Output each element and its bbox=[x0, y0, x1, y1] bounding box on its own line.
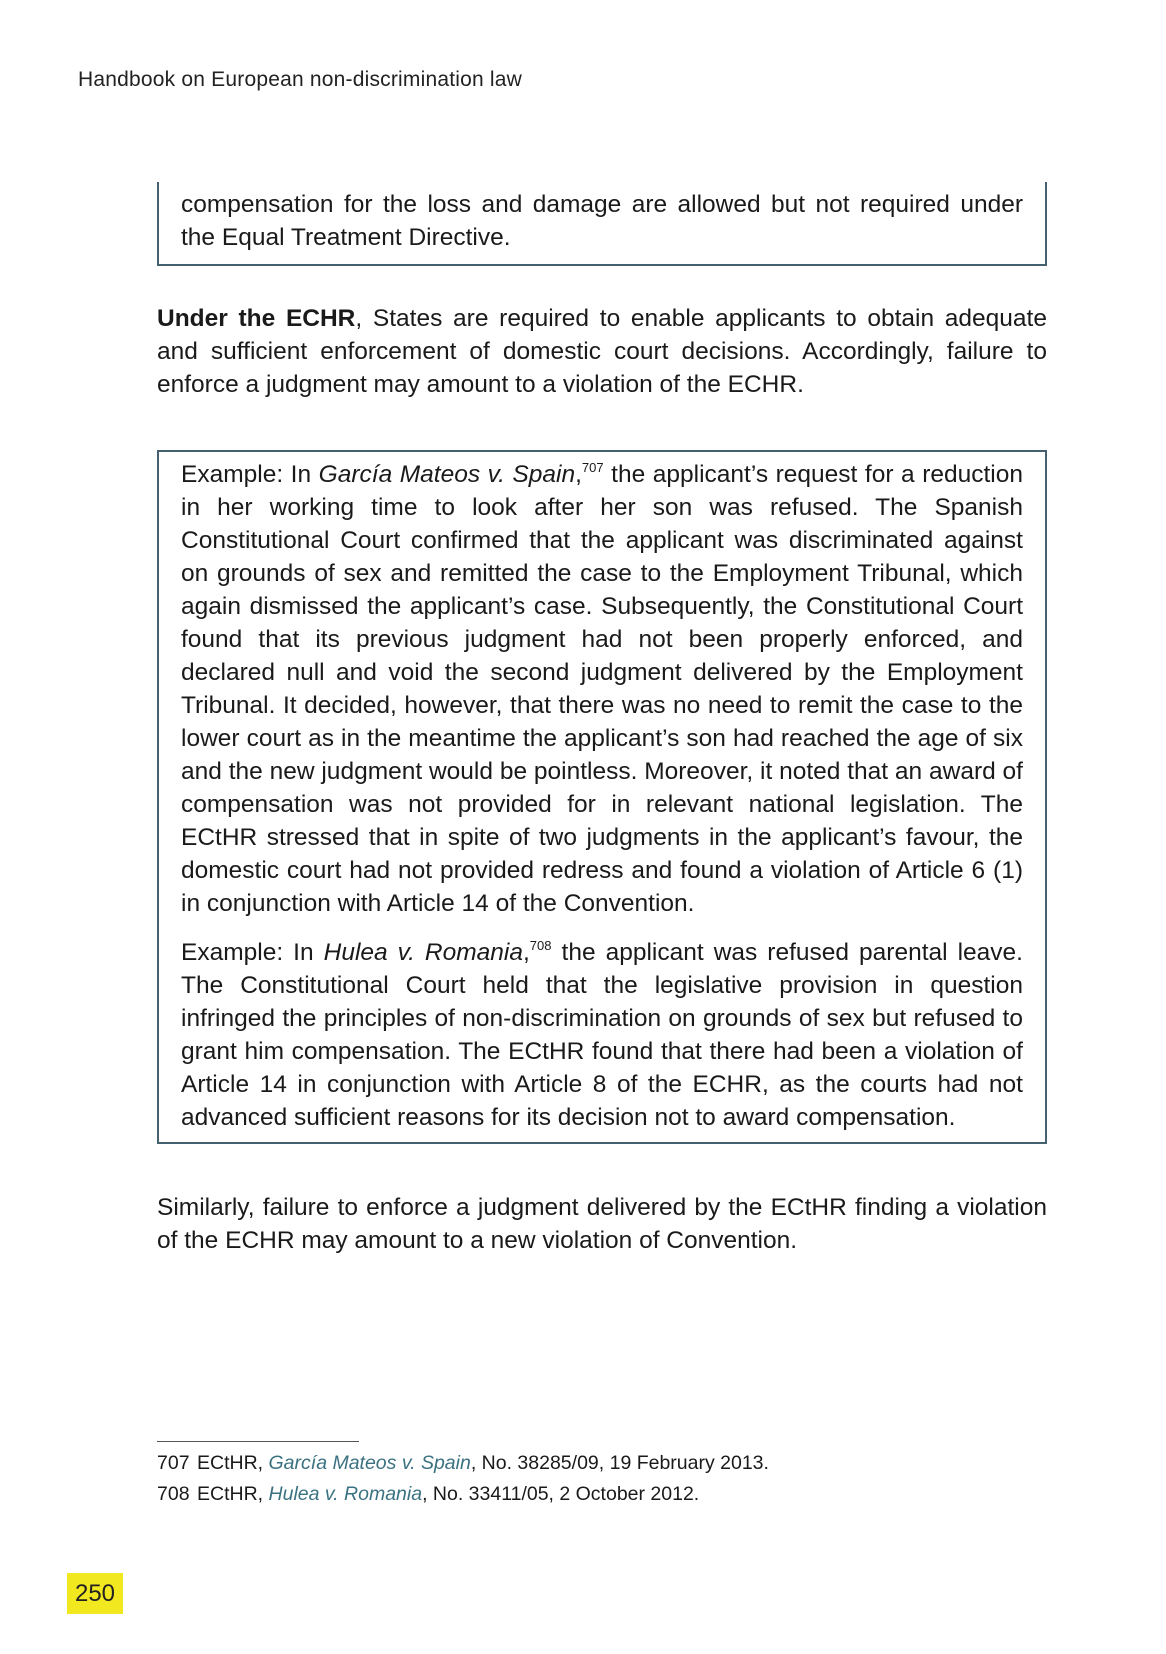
example-garcia-mateos: Example: In García Mateos v. Spain,$^{707}$ the applicant’s request for a reduction in her working time to look after her son was refused. The Spanish Constitutional Court confirmed that the applicant was discriminated against on grounds of sex and remitted the case to the Employment Tribunal, which again dismissed the applicant’s case. Subsequently, the Constitutional Court found that its previous judgment had not been properly enforced, and declared null and void the second judgment delivered by the Employment Tribunal. It decided, however, that there was no need to remit the case to the lower court as in the meantime the applicant’s son had reached the age of six and the new judgment would be pointless. Moreover, it noted that an award of compensation was not provided for in relevant national legislation. The ECtHR stressed that in spite of two judgments in the applicant’s favour, the domestic court had not provided redress and found a violation of Article 6 (1) in conjunction with Article 14 of the Convention. bbox=[181, 460, 1024, 917]
footnote-divider bbox=[157, 1441, 359, 1442]
paragraph-lead: Under the ECHR bbox=[157, 305, 356, 332]
footnote-number: 707 bbox=[157, 1452, 190, 1474]
footnote-number: 708 bbox=[157, 1483, 190, 1505]
case-link-hulea[interactable]: Hulea v. Romania bbox=[268, 1483, 423, 1505]
example-box bbox=[157, 450, 1047, 1144]
footnotes bbox=[157, 1448, 769, 1510]
running-header: Handbook on European non-discrimination law bbox=[78, 68, 523, 91]
page-number: 250 bbox=[67, 1573, 123, 1614]
paragraph-body: , States are required to enable applicants to obtain adequate and sufficient enforcement of domestic court decisions. Accordingly, failure to enforce a judgment may amount to a violation of the ECHR. bbox=[157, 305, 1047, 398]
case-name: Hulea v. Romania bbox=[323, 939, 523, 966]
example-hulea: Example: In Hulea v. Romania,$^{708}$ the applicant was refused parental leave. The Constitutional Court held that the legislative provision in question infringed the principles of non-discrimination on grounds of sex but refused to grant him compensation. The ECtHR found that there had been a violation of Article 14 in conjunction with Article 8 of the ECHR, as the courts had not advanced sufficient reasons for its decision not to award compensation. bbox=[181, 938, 1023, 1131]
case-name: García Mateos v. Spain bbox=[318, 461, 576, 488]
continued-example-text: compensation for the loss and damage are allowed but not required under the Equal Treatment Directive. bbox=[181, 191, 1023, 251]
footnote-707: 707 ECtHR, García Mateos v. Spain, No. 38285/09, 19 February 2013. bbox=[157, 1448, 769, 1479]
case-link-garcia-mateos[interactable]: García Mateos v. Spain bbox=[268, 1452, 471, 1474]
paragraph-ecthr-judgment: Similarly, failure to enforce a judgment delivered by the ECtHR finding a violation of the ECHR may amount to a new violation of Convention. bbox=[157, 1194, 1047, 1254]
paragraph-echr-enforcement bbox=[157, 302, 1047, 401]
footnote-ref-707[interactable]: 707 bbox=[581, 460, 604, 475]
footnote-708: 708 ECtHR, Hulea v. Romania, No. 33411/05, 2 October 2012. bbox=[157, 1479, 769, 1510]
continued-example-box bbox=[157, 182, 1047, 266]
footnote-ref-708[interactable]: 708 bbox=[529, 938, 552, 953]
